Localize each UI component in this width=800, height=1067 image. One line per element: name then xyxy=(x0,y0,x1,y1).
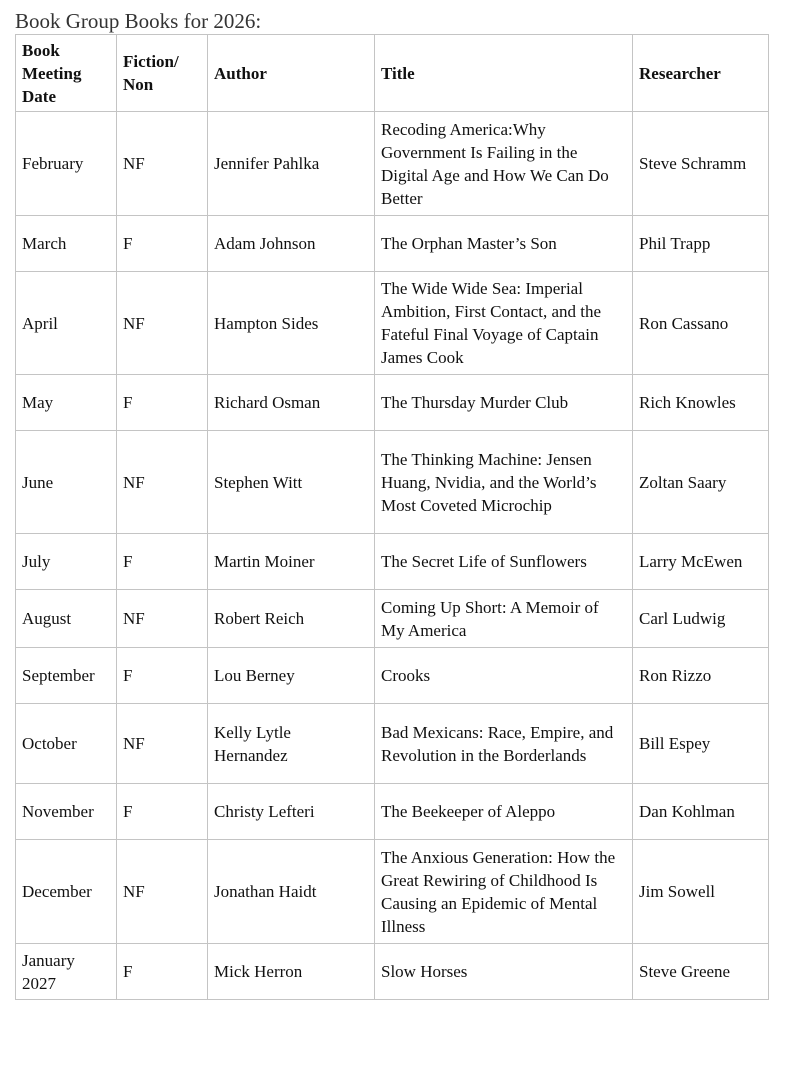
table-row xyxy=(16,648,769,704)
cell-month: May xyxy=(16,375,117,431)
cell-type: F xyxy=(117,648,208,704)
cell-title: The Orphan Master’s Son xyxy=(375,216,633,272)
header-fiction-line: Fiction/ xyxy=(123,52,179,71)
table-row xyxy=(16,784,769,840)
cell-researcher: Larry McEwen xyxy=(633,534,769,590)
header-author: Author xyxy=(208,35,375,112)
cell-title: The Wide Wide Sea: Imperial Ambition, First Contact, and the Fateful Final Voyage of Captain James Cook xyxy=(375,272,633,375)
cell-author: Stephen Witt xyxy=(208,431,375,534)
cell-month: June xyxy=(16,431,117,534)
cell-title: The Thinking Machine: Jensen Huang, Nvidia, and the World’s Most Coveted Microchip xyxy=(375,431,633,534)
header-title: Title xyxy=(375,35,633,112)
cell-author: Mick Herron xyxy=(208,944,375,1000)
header-row xyxy=(16,35,769,112)
table-row xyxy=(16,590,769,648)
cell-title: The Beekeeper of Aleppo xyxy=(375,784,633,840)
table-row xyxy=(16,272,769,375)
cell-type: F xyxy=(117,375,208,431)
cell-author: Martin Moiner xyxy=(208,534,375,590)
cell-researcher: Phil Trapp xyxy=(633,216,769,272)
cell-month: August xyxy=(16,590,117,648)
header-date-line: Book xyxy=(22,40,60,60)
cell-researcher: Ron Rizzo xyxy=(633,648,769,704)
cell-month: September xyxy=(16,648,117,704)
header-researcher: Researcher xyxy=(633,35,769,112)
cell-title: The Secret Life of Sunflowers xyxy=(375,534,633,590)
cell-title: Coming Up Short: A Memoir of My America xyxy=(375,590,633,648)
cell-title: Recoding America:Why Government Is Failing in the Digital Age and How We Can Do Better xyxy=(375,112,633,216)
cell-type: NF xyxy=(117,590,208,648)
header-fiction-line: Non xyxy=(123,75,154,94)
header-fiction-non xyxy=(117,35,208,112)
cell-author: Richard Osman xyxy=(208,375,375,431)
table-row xyxy=(16,375,769,431)
cell-month: April xyxy=(16,272,117,375)
cell-author: Lou Berney xyxy=(208,648,375,704)
cell-author: Jonathan Haidt xyxy=(208,840,375,944)
cell-title: Slow Horses xyxy=(375,944,633,1000)
header-meeting-date xyxy=(16,35,117,112)
cell-type: NF xyxy=(117,704,208,784)
cell-researcher: Jim Sowell xyxy=(633,840,769,944)
cell-researcher: Bill Espey xyxy=(633,704,769,784)
cell-type: NF xyxy=(117,272,208,375)
table-row xyxy=(16,216,769,272)
cell-month: January 2027 xyxy=(16,944,117,1000)
header-date-line: Meeting xyxy=(22,63,82,83)
table-row xyxy=(16,944,769,1000)
cell-researcher: Steve Greene xyxy=(633,944,769,1000)
cell-author: Kelly Lytle Hernandez xyxy=(208,704,375,784)
cell-title: The Anxious Generation: How the Great Rewiring of Childhood Is Causing an Epidemic of Mental Illness xyxy=(375,840,633,944)
table-row xyxy=(16,112,769,216)
cell-type: NF xyxy=(117,112,208,216)
table-row xyxy=(16,431,769,534)
cell-researcher: Steve Schramm xyxy=(633,112,769,216)
cell-month: November xyxy=(16,784,117,840)
cell-researcher: Zoltan Saary xyxy=(633,431,769,534)
cell-author: Hampton Sides xyxy=(208,272,375,375)
cell-type: F xyxy=(117,216,208,272)
cell-month: December xyxy=(16,840,117,944)
cell-type: F xyxy=(117,944,208,1000)
cell-month: February xyxy=(16,112,117,216)
table-row xyxy=(16,534,769,590)
cell-researcher: Ron Cassano xyxy=(633,272,769,375)
cell-title: The Thursday Murder Club xyxy=(375,375,633,431)
cell-month: March xyxy=(16,216,117,272)
cell-author: Jennifer Pahlka xyxy=(208,112,375,216)
cell-type: NF xyxy=(117,840,208,944)
header-date-line: Date xyxy=(22,86,56,106)
cell-month: July xyxy=(16,534,117,590)
table-row xyxy=(16,840,769,944)
books-table xyxy=(15,34,769,1000)
cell-researcher: Carl Ludwig xyxy=(633,590,769,648)
page-title: Book Group Books for 2026: xyxy=(15,9,262,33)
cell-author: Adam Johnson xyxy=(208,216,375,272)
cell-researcher: Dan Kohlman xyxy=(633,784,769,840)
cell-author: Christy Lefteri xyxy=(208,784,375,840)
cell-type: F xyxy=(117,534,208,590)
table-row xyxy=(16,704,769,784)
cell-title: Crooks xyxy=(375,648,633,704)
cell-title: Bad Mexicans: Race, Empire, and Revolution in the Borderlands xyxy=(375,704,633,784)
cell-month: October xyxy=(16,704,117,784)
cell-author: Robert Reich xyxy=(208,590,375,648)
cell-type: F xyxy=(117,784,208,840)
cell-researcher: Rich Knowles xyxy=(633,375,769,431)
cell-type: NF xyxy=(117,431,208,534)
